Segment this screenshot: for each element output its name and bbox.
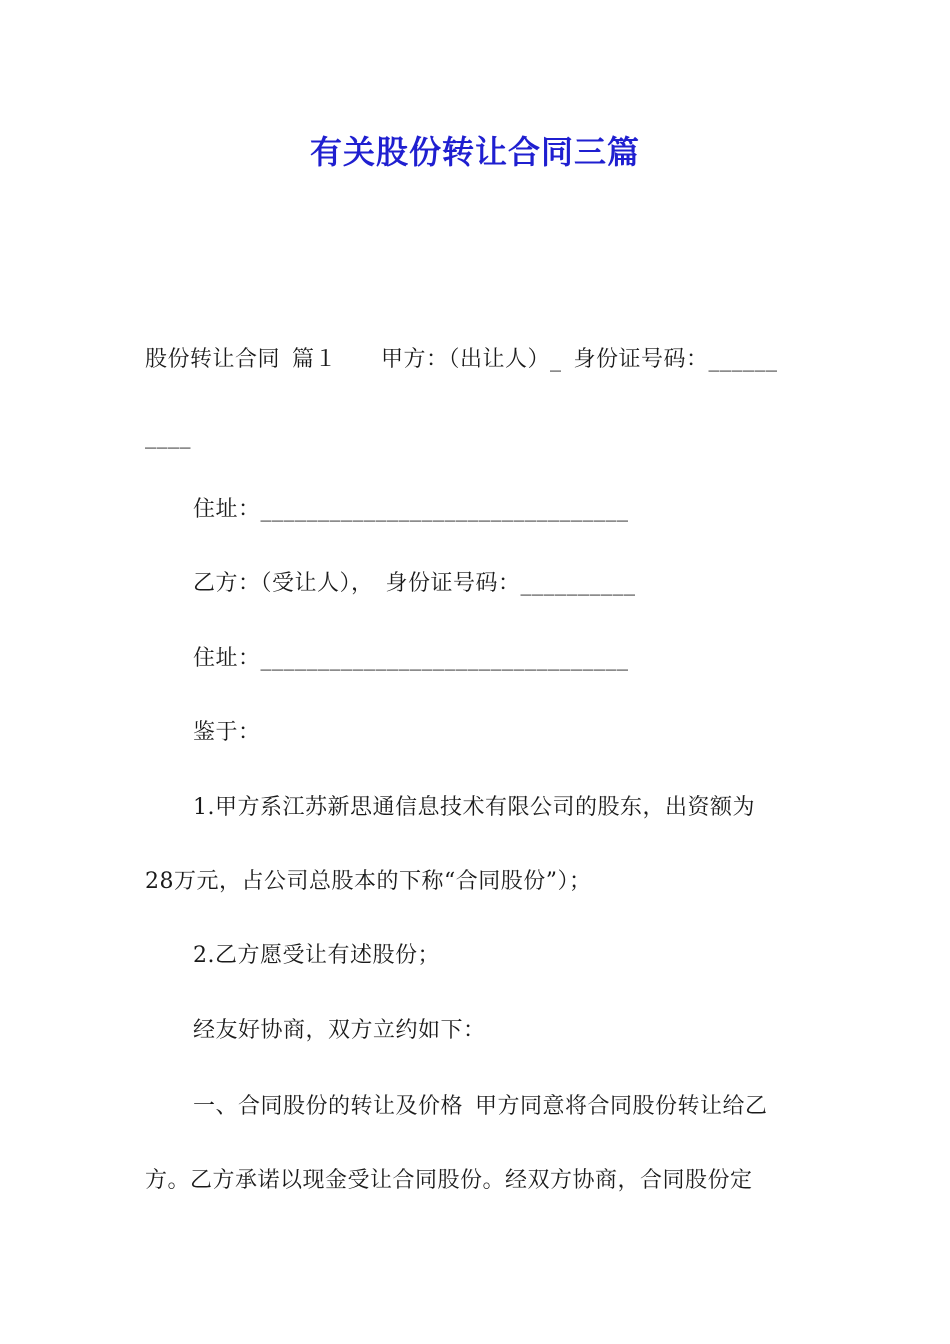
party-a-label: 甲方：（出让人）_ — [381, 347, 562, 372]
party-a-id-field: 身份证号码：______ — [573, 347, 778, 372]
section-1-line-1 — [193, 1092, 815, 1122]
agreement-intro-line: 经友好协商，双方立约如下： — [193, 1018, 486, 1043]
clause-1-line-2: 28万元，占公司总股本的下称“合同股份”）； — [145, 869, 592, 894]
contract-number: 篇１ — [292, 347, 338, 372]
contract-header-line — [145, 345, 815, 375]
section-1-heading: 一、合同股份的转让及价格 — [193, 1094, 464, 1119]
whereas-heading: 鉴于： — [193, 720, 261, 745]
document-title: 有关股份转让合同三篇 — [309, 133, 640, 171]
section-1-text: 甲方同意将合同股份转让给乙 — [475, 1094, 768, 1119]
section-1-line-2: 方。乙方承诺以现金受让合同股份。经双方协商，合同股份定 — [145, 1168, 753, 1193]
clause-1-line-1: 1.甲方系江苏新思通信息技术有限公司的股东，出资额为 — [193, 795, 755, 820]
party-b-id-field: 身份证号码：__________ — [385, 571, 636, 596]
party-b-address-line: 住址：________________________________ — [193, 646, 629, 671]
contract-label: 股份转让合同 — [145, 347, 281, 372]
id-continuation-line: ____ — [145, 424, 191, 449]
party-b-label: 乙方：（受让人）， — [193, 571, 374, 596]
clause-2-line: 2.乙方愿受让有述股份； — [193, 943, 440, 968]
party-a-address-line: 住址：________________________________ — [193, 497, 629, 522]
party-b-line — [193, 569, 815, 599]
